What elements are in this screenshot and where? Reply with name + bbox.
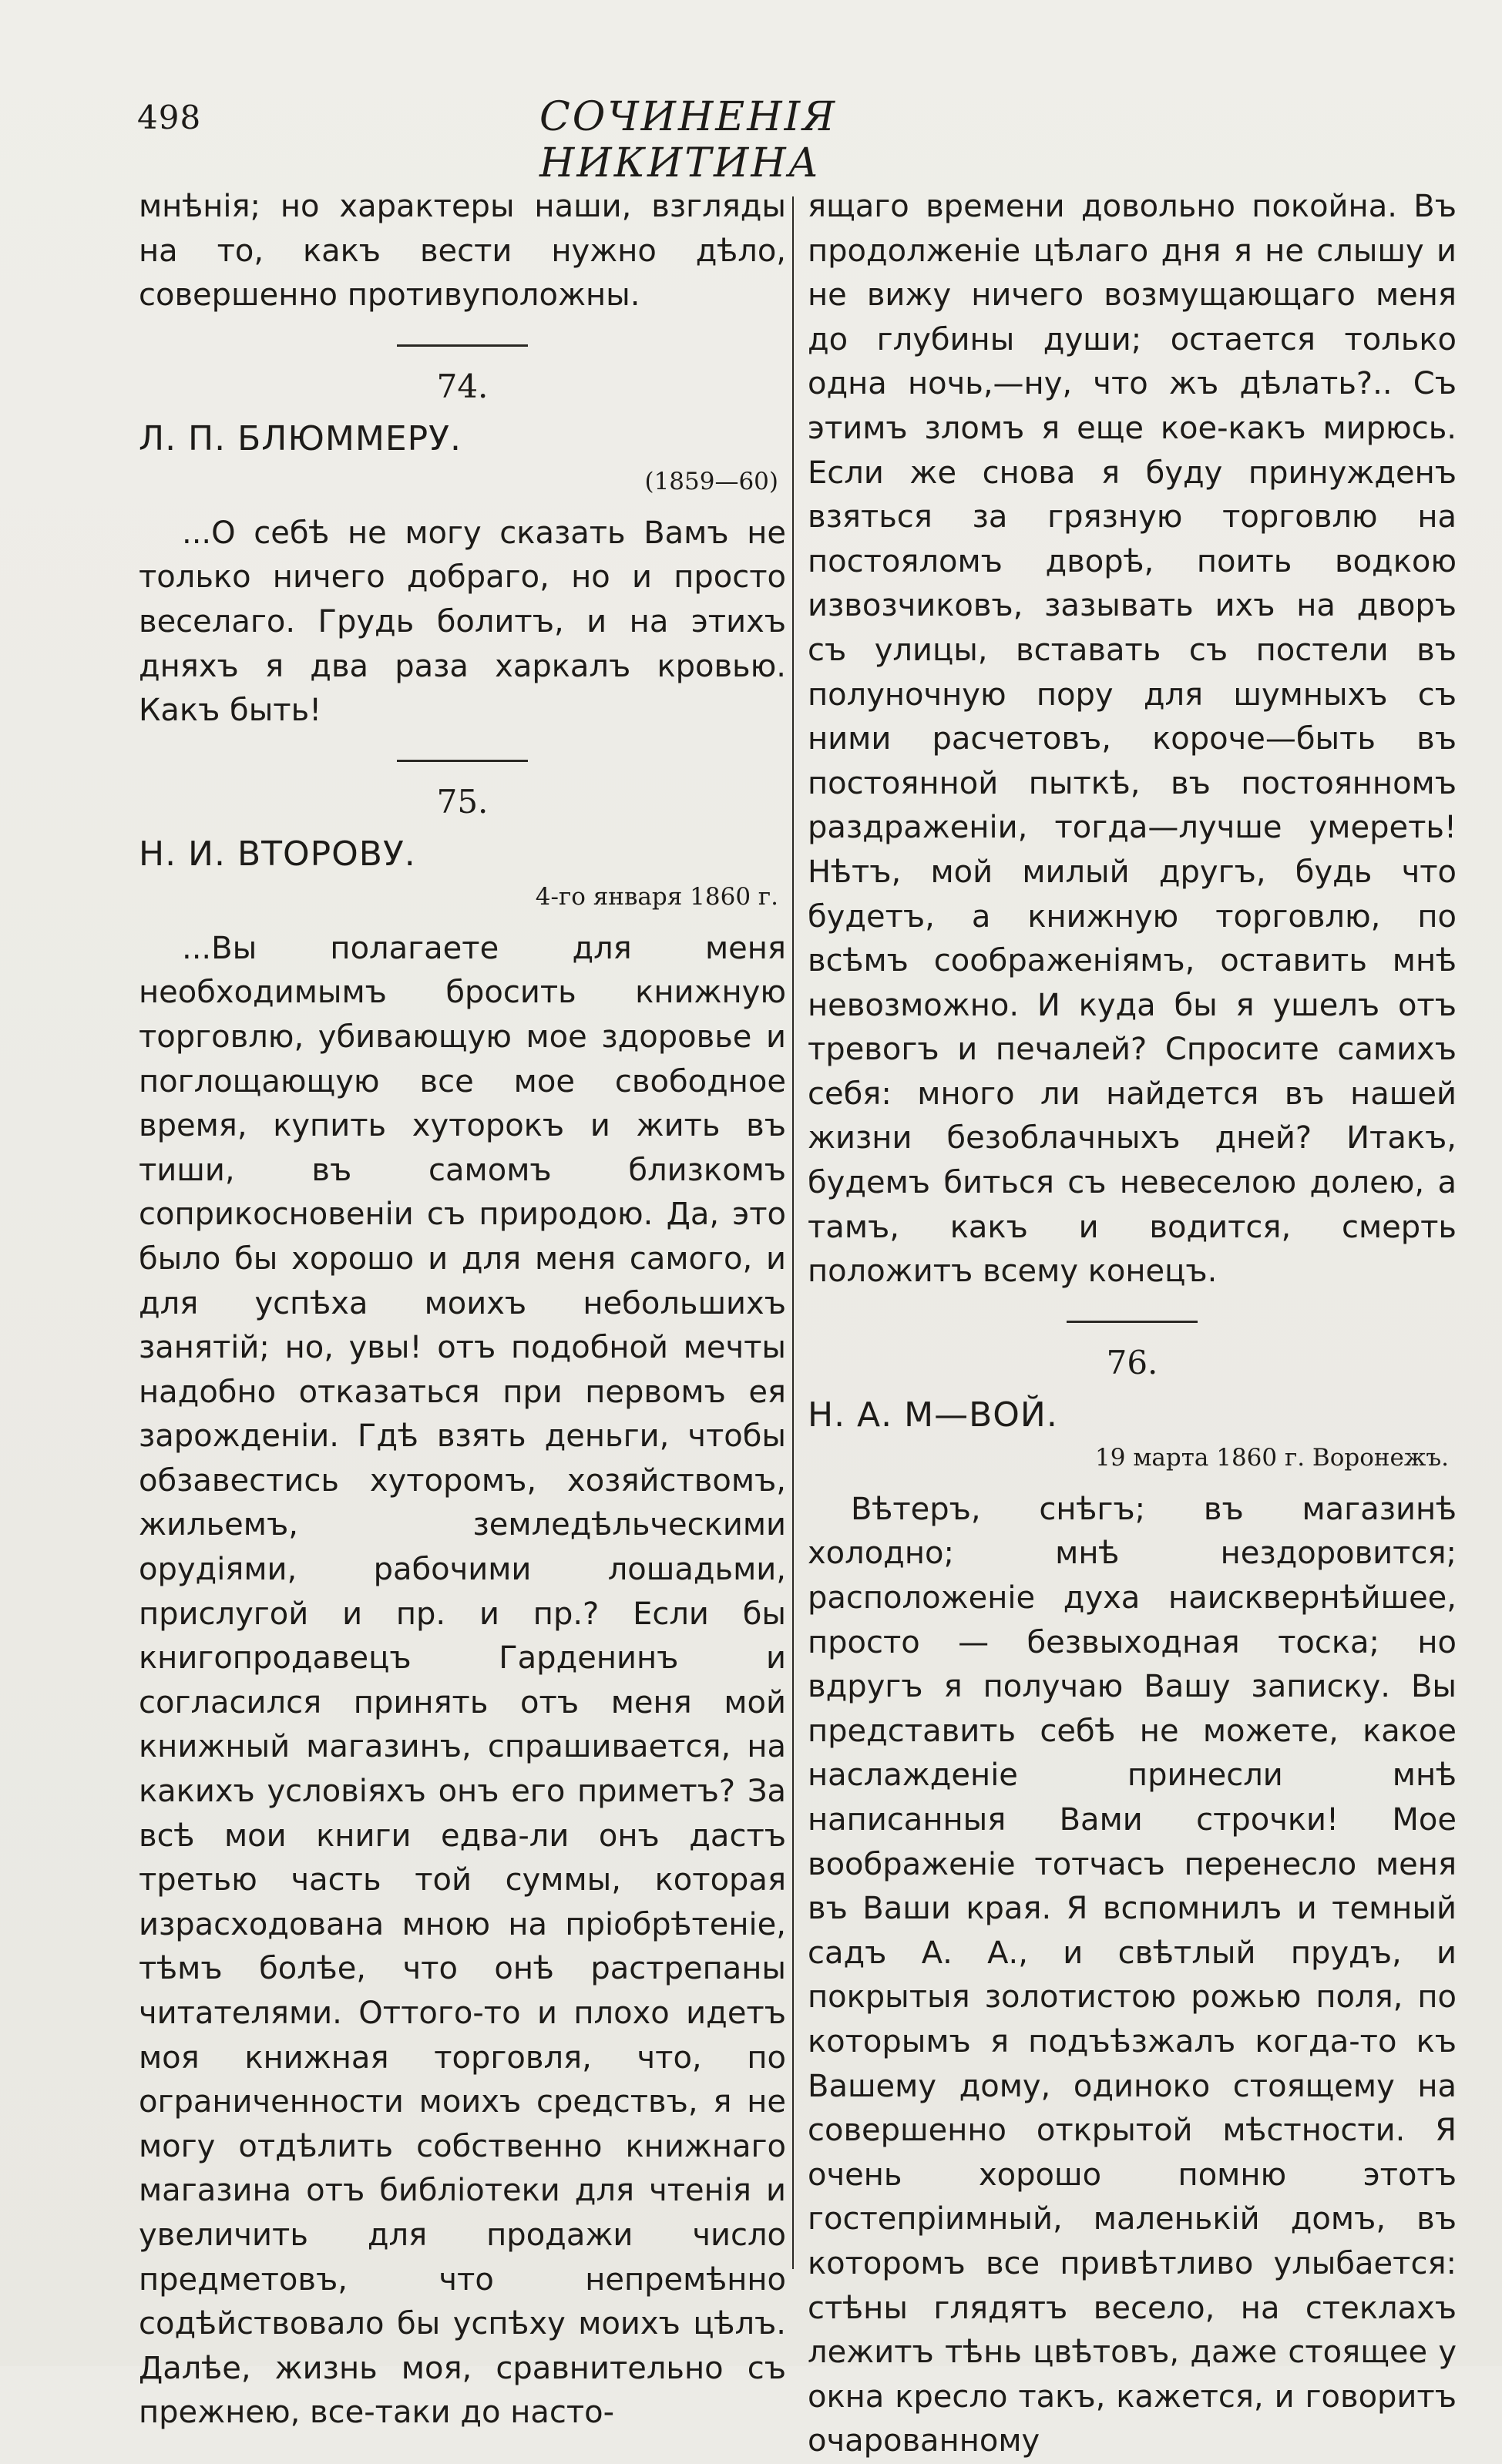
letter-addressee: Н. А. М—ВОЙ.: [808, 1395, 1058, 1435]
continuation-paragraph: ящаго времени довольно покойна. Въ продолженіе цѣлаго дня я не слышу и не вижу ничего возмущающаго меня до глубины души; остается только одна ночь,—ну, что жъ дѣлать?.. Съ этимъ зломъ я еще кое-какъ мирюсь. Если же снова я буду принужденъ взяться за грязную торговлю на постояломъ дворѣ, поить водкою извозчиковъ, зазывать ихъ на дворъ съ улицы, вставать съ постели въ полуночную пору для шумныхъ съ ними расчетовъ, короче—быть въ постоянной пыткѣ, въ постоянномъ раздраженіи, тогда—лучше умереть! Нѣтъ, мой милый другъ, будь что будетъ, а книжную торговлю, по всѣмъ соображеніямъ, оставить мнѣ невозможно. И куда бы я ушелъ отъ тревогъ и печалей? Спросите самихъ себя: много ли найдется въ нашей жизни безоблачныхъ дней? Итакъ, будемъ биться съ невеселою долею, а тамъ, какъ и водится, смерть положитъ всему конецъ.: [808, 189, 1457, 1290]
page-number: 498: [137, 99, 202, 136]
letter-number: 76.: [1106, 1343, 1158, 1381]
left-column: [139, 185, 786, 2435]
section-separator: [397, 760, 528, 762]
letter-addressee: Н. И. ВТОРОВУ.: [139, 834, 416, 874]
column-divider: [792, 196, 794, 2269]
section-separator: [397, 344, 528, 347]
letter-body: ...Вы полагаете для меня необходимымъ бросить книжную торговлю, убивающую мое здоровье и поглощающую все мое свободное время, купить хуторокъ и жить въ тиши, въ самомъ близкомъ соприкосновеніи съ природою. Да, это было бы хорошо и для меня самого, и для успѣха моихъ небольшихъ занятій; но, увы! отъ подобной мечты надобно отказаться при первомъ ея зарожденіи. Гдѣ взять деньги, чтобы обзавестись хуторомъ, хозяйствомъ, жильемъ, земледѣльческими орудіями, рабочими лошадьми, прислугой и пр. и пр.? Если бы книгопродавецъ Гарденинъ и согласился принять отъ меня мой книжный магазинъ, спрашивается, на какихъ условіяхъ онъ его приметъ? За всѣ мои книги едва-ли онъ дастъ третью часть той суммы, которая израсходована мною на пріобрѣтеніе, тѣмъ болѣе, что онѣ растрепаны читателями. Оттого-то и плохо идетъ моя книжная торговля, что, по ограниченности моихъ средствъ, я не могу отдѣлить собственно книжнаго магазина отъ библіотеки для чтенія и увеличить для продажи число предметовъ, что непремѣнно содѣйствовало бы успѣху моихъ цѣлъ. Далѣе, жизнь моя, сравнительно съ прежнею, все-таки до насто-: [139, 930, 786, 2431]
letter-body: ...О себѣ не могу сказать Вамъ не только ничего добраго, но и просто веселаго. Грудь болитъ, и на этихъ дняхъ я два раза харкалъ кровью. Какъ быть!: [139, 515, 786, 729]
intro-paragraph: мнѣнія; но характеры наши, взгляды на то, какъ вести нужно дѣло, совершенно противуположны.: [139, 189, 786, 314]
letter-body: Вѣтеръ, снѣгъ; въ магазинѣ холодно; мнѣ нездоровится; расположеніе духа наисквернѣйшее, просто — безвыходная тоска; но вдругъ я получаю Вашу записку. Вы представить себѣ не можете, какое наслажденіе принесли мнѣ написанныя Вами строчки! Мое воображеніе тотчасъ перенесло меня въ Ваши края. Я вспомнилъ и темный садъ А. А., и свѣтлый прудъ, и покрытыя золотистою рожью поля, по которымъ я подъѣзжалъ когда-то къ Вашему дому, одиноко стоящему на совершенно открытой мѣстности. Я очень хорошо помню этотъ гостепріимный, маленькій домъ, въ которомъ все привѣтливо улыбается: стѣны глядятъ весело, на стеклахъ лежитъ тѣнь цвѣтовъ, даже стоящее у окна кресло такъ, кажется, и говоритъ очарованному: [808, 1491, 1457, 2459]
section-separator: [1067, 1321, 1198, 1323]
letter-number: 74.: [436, 367, 489, 405]
letter-date: 19 марта 1860 г. Воронежъ.: [1095, 1443, 1449, 1472]
letter-date: (1859—60): [644, 467, 778, 495]
letter-date: 4-го января 1860 г.: [535, 882, 778, 911]
right-column: [808, 185, 1457, 2464]
letter-addressee: Л. П. БЛЮММЕРУ.: [139, 418, 462, 458]
letter-number: 75.: [436, 782, 489, 821]
running-title: СОЧИНЕНІЯ НИКИТИНА: [539, 94, 838, 186]
